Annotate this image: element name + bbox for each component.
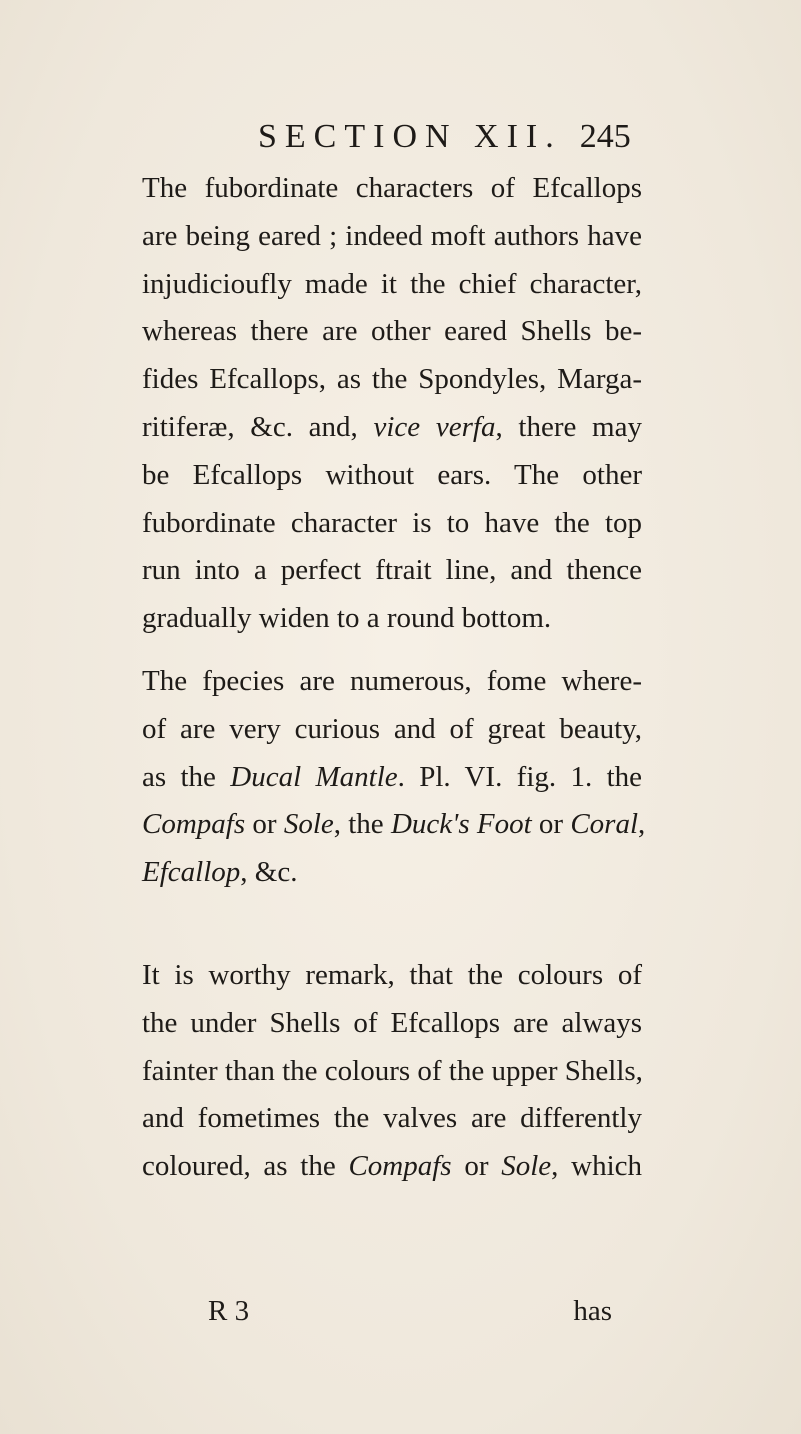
text-line: be Efcallops without ears. The other bbox=[142, 458, 642, 491]
page-footer bbox=[208, 1295, 612, 1328]
text-line: The fpecies are numerous, fome where- bbox=[142, 665, 642, 697]
text-line: as the Ducal Mantle. Pl. VI. fig. 1. the bbox=[142, 760, 643, 793]
text-line: coloured, as the Compafs or Sole, which bbox=[142, 1150, 642, 1183]
signature-mark: R 3 bbox=[208, 1295, 250, 1327]
paragraph-2 bbox=[142, 658, 646, 897]
text-line: It is worthy remark, that the colours of bbox=[142, 959, 642, 991]
text-line: fides Efcallops, as the Spondyles, Marga- bbox=[142, 363, 642, 396]
text-line: Efcallop, &c. bbox=[142, 856, 298, 889]
text-line: the under Shells of Efcallops are always bbox=[142, 1006, 642, 1039]
text-line: The fubordinate characters of Efcallops bbox=[142, 172, 642, 204]
paragraph-3 bbox=[142, 952, 642, 1191]
text-line: gradually widen to a round bottom. bbox=[142, 602, 552, 635]
text-line: are being eared ; indeed moft authors have bbox=[142, 219, 642, 252]
text-line: whereas there are other eared Shells be- bbox=[142, 315, 642, 348]
text-line: injudicioufly made it the chief character, bbox=[142, 267, 642, 300]
text-line: fainter than the colours of the upper Shells, bbox=[142, 1054, 643, 1087]
running-header bbox=[258, 118, 631, 156]
paragraph-1 bbox=[142, 165, 642, 643]
text-line: and fometimes the valves are differently bbox=[142, 1102, 642, 1135]
catchword: has bbox=[573, 1295, 612, 1327]
text-line: ritiferæ, &c. and, vice verfa, there may bbox=[142, 410, 642, 443]
section-title: SECTION XII. bbox=[258, 118, 562, 155]
text-line: fubordinate character is to have the top bbox=[142, 506, 642, 539]
page-number: 245 bbox=[579, 118, 631, 155]
text-line: Compafs or Sole, the Duck's Foot or Coral, bbox=[142, 808, 646, 841]
text-line: run into a perfect ftrait line, and thence bbox=[142, 554, 642, 587]
text-line: of are very curious and of great beauty, bbox=[142, 712, 642, 745]
